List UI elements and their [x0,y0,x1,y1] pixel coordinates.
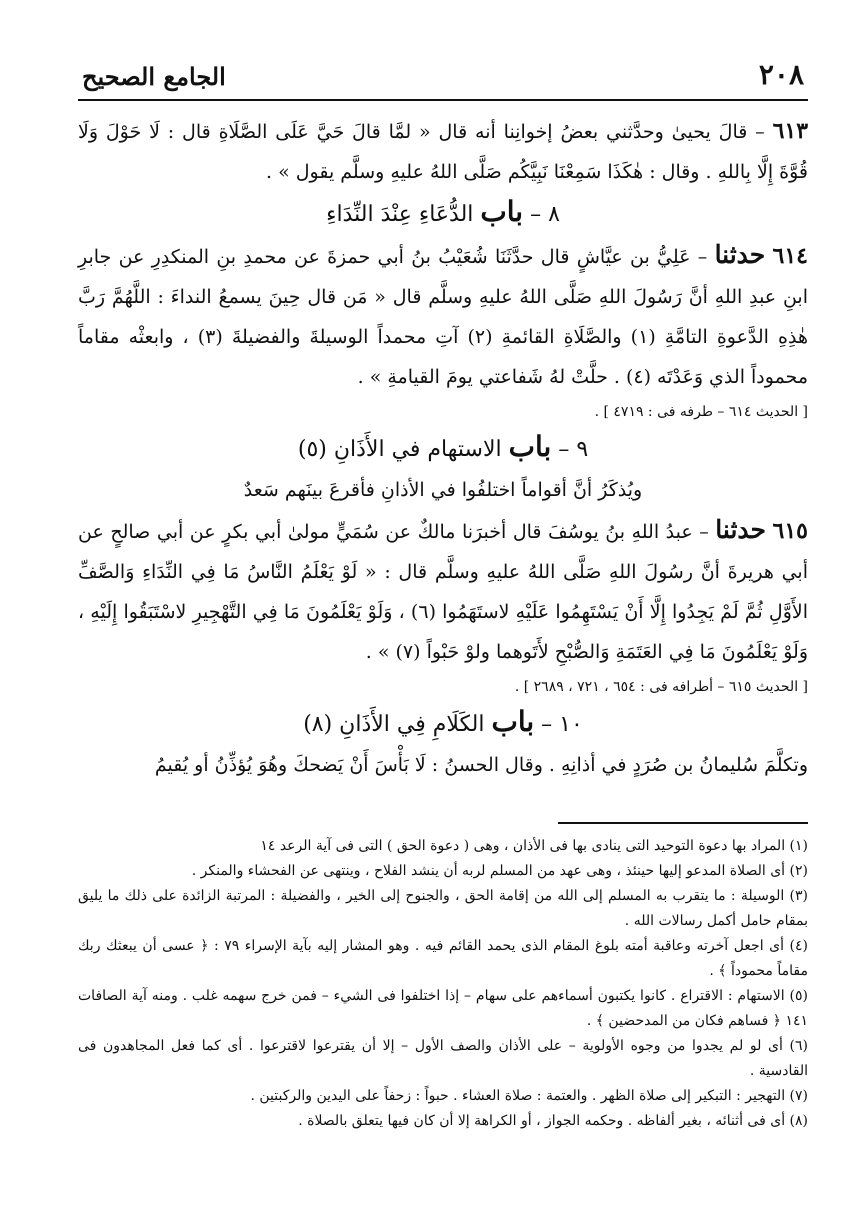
chapter-9-heading [78,427,808,470]
page [78,58,808,785]
page-number: ٢٠٨ [758,58,804,91]
chapter-10-heading [78,702,808,745]
chapter-bab-word: باب [491,705,535,738]
footnote-4: (٤) أى اجعل آخرته وعاقبة أمته بلوغ المقام الذى يحمد القائم فيه . وهو المشار إليه بآية الإسراء ٧٩ : ﴿ عسى أن يبعثك ربك مقاماً محموداً ﴾ . [78,938,808,979]
hadith-614-cross-reference: [ الحديث ٦١٤ – طرفه فى : ٤٧١٩ ] . [594,404,808,420]
chapter-bab-word: باب [480,195,524,228]
footnotes [78,822,808,1134]
footnote-8: (٨) أى فى أثنائه ، بغير ألفاظه . وحكمه الجواز ، أو الكراهة إلا أن كان فيها يتعلق بالصلاة . [298,1113,808,1129]
main-text [78,111,808,785]
footnote-6: (٦) أى لو لم يجدوا من وجوه الأولوية – على الأذان والصف الأول – إلا أن يقترعوا لاقترعوا . أى كما فعل المجاهدون فى القادسية . [78,1038,808,1079]
footnote-1: (١) المراد بها دعوة التوحيد التى ينادى بها فى الأذان ، وهى ( دعوة الحق ) التى فى آية الرعد ١٤ [260,838,808,854]
chapter-bab-word: باب [508,430,552,463]
chapter-title: الدُّعَاءِ عِنْدَ النِّدَاءِ [326,202,474,227]
hadith-number: ٦١٣ [772,118,809,144]
footnote-3: (٣) الوسيلة : ما يتقرب به المسلم إلى الله من إقامة الحق ، والجنوح إلى الخير ، والفضيلة : المرتبة الزائدة على ذلك ما يليق بمقام حامل أكمل رسالات الله . [78,888,808,929]
hadith-number: ٦١٥ [772,518,808,544]
hadith-613 [78,111,808,192]
hadith-text: – عَلِيُّ بن عيَّاشٍ قال حدَّثَنَا شُعَيْبُ بنُ أبي حمزةَ عن محمدِ بنِ المنكدِرِ عن جابرِ ابنِ عبدِ اللهِ أنَّ رَسُولَ اللهِ صَلَّى اللهُ عليهِ وسلَّم قال « مَن قال حِينَ يسمعُ النداءَ : اللَّهُمَّ رَبَّ هٰذِهِ الدَّعوةِ التامَّةِ (١) والصَّلَاةِ القائمةِ (٢) آتِ محمداً الوسيلةَ والفضيلةَ (٣) ، وابعثْه مقاماً محموداً الذي وَعَدْتَه (٤) . حلَّتْ لهُ شَفاعتي يومَ القيامةِ » . [78,246,808,388]
footnote-2: (٢) أى الصلاة المدعو إليها حينئذ ، وهى عهد من المسلم لربه أن ينشد الفلاح ، وينتهى عن الفحشاء والمنكر . [191,863,808,879]
chapter-number: ٨ – [530,202,560,227]
hadith-615-cross-reference: [ الحديث ٦١٥ – أطرافه فى : ٦٥٤ ، ٧٢١ ، ٢٦٨٩ ] . [514,679,808,695]
chapter-9-subtitle: ويُذكَرُ أنَّ أقواماً اختلفُوا في الأذانِ فأقرعَ بينَهم سَعدٌ [243,479,643,501]
hadith-text: – قالَ يحيىٰ وحدَّثني بعضُ إخوانِنا أنه قال « لمَّا قالَ حَيَّ عَلَى الصَّلَاةِ قال : لَا حَوْلَ وَلَا قُوَّةَ إِلَّا بِاللهِ . وقال : هٰكَذَا سَمِعْنَا نَبِيَّكُم صَلَّى اللهُ عليهِ وسلَّم يقول » . [78,121,808,183]
hadith-615 [78,510,808,672]
footnote-7: (٧) التهجير : التبكير إلى صلاة الظهر . والعتمة : صلاة العشاء . حبواً : زحفاً على اليدين والركبتين . [250,1088,808,1104]
chapter-10-text: وتكلَّمَ سُليمانُ بن صُرَدٍ في أذانِهِ . وقال الحسنُ : لَا بَأْسَ أَنْ يَضحكَ وهُوَ يُؤذِّنُ أو يُقيمُ [154,754,808,776]
chapter-8-heading [78,192,808,235]
hadith-text: – عبدُ اللهِ بنُ يوسُفَ قال أخبرَنا مالكٌ عن سُمَيٍّ مولىٰ أبي بكرٍ عن أبي صالحٍ عن أبي هريرةَ أنَّ رسُولَ اللهِ صَلَّى اللهُ عليهِ وسلَّم قال : « لَوْ يَعْلَمُ النَّاسُ مَا فِي النِّدَاءِ وَالصَّفِّ الأَوَّلِ ثُمَّ لَمْ يَجِدُوا إِلَّا أَنْ يَسْتَهِمُوا عَلَيْهِ لاستَهَمُوا (٦) ، وَلَوْ يَعْلَمُونَ مَا فِي التَّهْجِيرِ لاسْتَبَقُوا إِلَيْهِ ، وَلَوْ يَعْلَمُونَ مَا فِي العَتَمَةِ وَالصُّبْحِ لأَتَوهما ولوْ حَبْواً (٧) » . [78,521,808,663]
running-title: الجامع الصحيح [82,62,226,91]
chapter-number: ١٠ – [541,712,583,737]
haddatha-word: حدثنا [715,515,766,544]
page-header [78,58,808,101]
chapter-number: ٩ – [558,437,589,462]
chapter-title: الاستهام في الأَذَانِ (٥) [297,437,502,462]
hadith-614 [78,235,808,397]
footnote-5: (٥) الاستهام : الاقتراع . كانوا يكتبون أسماءهم على سهام – إذا اختلفوا فى الشيء – فمن خرج سهمه غلب . ومنه آية الصافات ١٤١ ﴿ فساهم فكان من المدحضين ﴾ . [78,988,808,1029]
chapter-title: الكَلَامِ فِي الأَذَانِ (٨) [303,712,485,737]
haddatha-word: حدثنا [714,240,766,269]
hadith-number: ٦١٤ [772,243,808,269]
footnote-divider [558,822,808,824]
